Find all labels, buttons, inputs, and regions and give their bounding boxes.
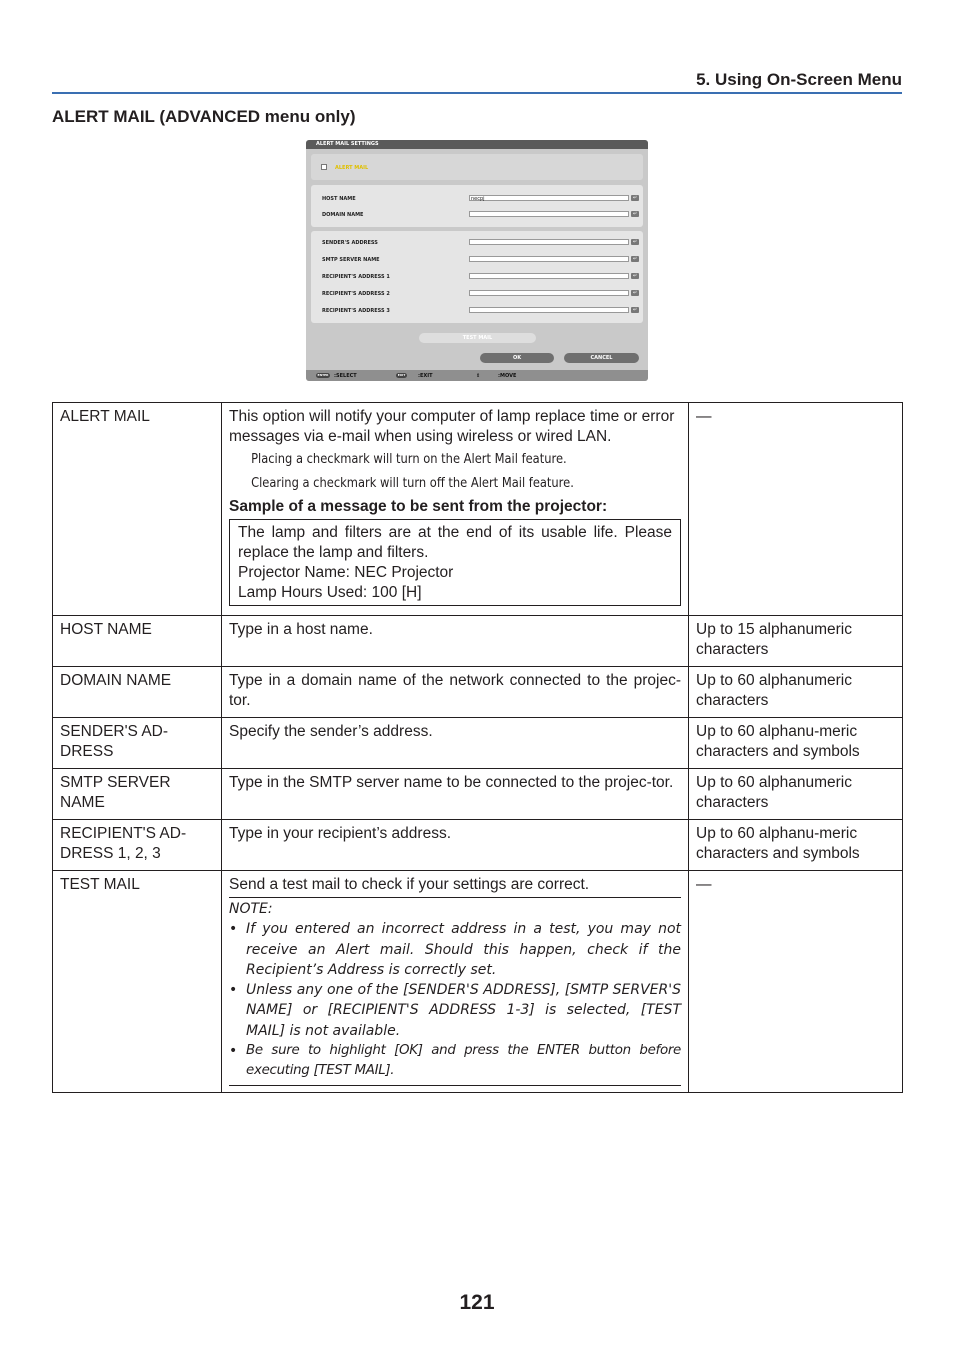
note-item — [229, 1041, 681, 1082]
move-hint: :MOVE — [498, 373, 517, 379]
bullet-icon: • — [229, 1043, 238, 1060]
enter-icon[interactable]: ↵ — [632, 195, 638, 201]
cancel-button[interactable]: CANCEL — [564, 353, 639, 363]
sample-line: Projector Name: NEC Projector — [238, 564, 454, 581]
setting-name: SENDER'S AD-DRESS — [53, 718, 222, 769]
exit-hint: :EXIT — [418, 373, 433, 379]
note-text: Be sure to highlight [OK] and press the ENTER button before executing [TEST MAIL]. — [246, 1043, 681, 1079]
domain-name-row — [317, 211, 637, 220]
enter-icon[interactable]: ↵ — [632, 239, 638, 245]
checkmark-off-note: Clearing a checkmark will turn off the Alert Mail feature. — [251, 475, 574, 491]
note-item — [229, 980, 681, 1041]
running-header: 5. Using On-Screen Menu — [696, 70, 902, 89]
sample-message-box — [229, 519, 681, 606]
recipient1-input[interactable] — [469, 273, 629, 279]
smtp-label: SMTP SERVER NAME — [322, 257, 380, 263]
smtp-input[interactable] — [469, 256, 629, 262]
setting-description: Specify the sender’s address. — [222, 718, 689, 769]
setting-limit: Up to 60 alphanu-meric characters and symbols — [689, 718, 903, 769]
setting-limit: Up to 60 alphanumeric characters — [689, 769, 903, 820]
note-item — [229, 919, 681, 980]
select-hint: :SELECT — [334, 373, 357, 379]
setting-description: Type in the SMTP server name to be connected to the projec-tor. — [222, 769, 689, 820]
osd-footer — [306, 370, 648, 381]
domain-name-input[interactable] — [469, 211, 629, 217]
setting-name: ALERT MAIL — [53, 403, 222, 616]
recipient2-input[interactable] — [469, 290, 629, 296]
table-row — [53, 403, 903, 616]
recipient3-input[interactable] — [469, 307, 629, 313]
note-text: If you entered an incorrect address in a test, you may not receive an Alert mail. Should this happen, check if the Recipient’s Address is correctly set. — [246, 921, 681, 978]
setting-description — [222, 871, 689, 1093]
setting-name: HOST NAME — [53, 616, 222, 667]
sample-line: Lamp Hours Used: 100 [H] — [238, 584, 422, 601]
settings-table — [52, 402, 903, 1093]
setting-name: DOMAIN NAME — [53, 667, 222, 718]
note-title: NOTE: — [229, 901, 273, 917]
setting-limit: Up to 15 alphanumeric characters — [689, 616, 903, 667]
host-name-input[interactable]: necpj — [469, 195, 629, 201]
smtp-row — [317, 256, 637, 265]
sender-row — [317, 239, 637, 248]
alert-mail-checkbox[interactable] — [321, 164, 327, 170]
sample-line: The lamp and filters are at the end of its usable life. Please replace the lamp and filters. — [238, 524, 672, 561]
osd-alert-panel — [311, 154, 643, 180]
setting-description: Type in a host name. — [222, 616, 689, 667]
osd-title: ALERT MAIL SETTINGS — [306, 140, 648, 149]
recipient1-label: RECIPIENT'S ADDRESS 1 — [322, 274, 390, 280]
enter-icon[interactable]: ↵ — [632, 256, 638, 262]
note-block — [229, 897, 681, 1086]
table-row — [53, 667, 903, 718]
checkmark-on-note: Placing a checkmark will turn on the Alert Mail feature. — [251, 451, 567, 467]
description-text: This option will notify your computer of lamp replace time or error messages via e-mail when using wireless or wired LAN. — [229, 408, 675, 445]
sender-label: SENDER'S ADDRESS — [322, 240, 378, 246]
bullet-icon: • — [229, 921, 238, 938]
osd-host-panel — [311, 185, 643, 227]
setting-description: Type in your recipient’s address. — [222, 820, 689, 871]
bullet-icon: • — [229, 982, 238, 999]
setting-limit: Up to 60 alphanu-meric characters and symbols — [689, 820, 903, 871]
osd-mail-panel — [311, 231, 643, 323]
description-text: Send a test mail to check if your settings are correct. — [229, 876, 590, 893]
host-name-label: HOST NAME — [322, 196, 356, 202]
table-row — [53, 871, 903, 1093]
recipient2-label: RECIPIENT'S ADDRESS 2 — [322, 291, 390, 297]
move-arrows-icon: ⇕ — [476, 373, 481, 379]
recipient2-row — [317, 290, 637, 299]
sender-input[interactable] — [469, 239, 629, 245]
sample-title: Sample of a message to be sent from the projector: — [229, 498, 608, 515]
header-rule — [52, 92, 902, 94]
recipient1-row — [317, 273, 637, 282]
enter-icon[interactable]: ↵ — [632, 307, 638, 313]
enter-icon[interactable]: ↵ — [632, 211, 638, 217]
table-row — [53, 616, 903, 667]
recipient3-row — [317, 307, 637, 316]
setting-limit: — — [689, 871, 903, 1093]
setting-name: TEST MAIL — [53, 871, 222, 1093]
ok-button[interactable]: OK — [480, 353, 554, 363]
exit-key-icon: EXIT — [397, 373, 406, 377]
table-row — [53, 718, 903, 769]
note-text: Unless any one of the [SENDER'S ADDRESS], [SMTP SERVER'S NAME] or [RECIPIENT'S ADDRESS 1-3] is selected, [TEST MAIL] is not available. — [246, 982, 681, 1039]
page-number: 121 — [459, 1291, 495, 1314]
enter-key-icon: ENTER — [317, 373, 329, 377]
setting-name: RECIPIENT'S AD-DRESS 1, 2, 3 — [53, 820, 222, 871]
setting-name: SMTP SERVER NAME — [53, 769, 222, 820]
setting-limit: Up to 60 alphanumeric characters — [689, 667, 903, 718]
section-title: ALERT MAIL (ADVANCED menu only) — [52, 107, 356, 126]
setting-limit: — — [689, 403, 903, 616]
test-mail-button[interactable]: TEST MAIL — [419, 333, 536, 343]
table-row — [53, 820, 903, 871]
table-row — [53, 769, 903, 820]
domain-name-label: DOMAIN NAME — [322, 212, 364, 218]
host-name-row — [317, 195, 637, 204]
alert-mail-settings-screenshot — [306, 140, 648, 381]
enter-icon[interactable]: ↵ — [632, 290, 638, 296]
recipient3-label: RECIPIENT'S ADDRESS 3 — [322, 308, 390, 314]
alert-mail-label: ALERT MAIL — [335, 165, 369, 171]
enter-icon[interactable]: ↵ — [632, 273, 638, 279]
setting-description — [222, 403, 689, 616]
setting-description: Type in a domain name of the network connected to the projec-tor. — [222, 667, 689, 718]
